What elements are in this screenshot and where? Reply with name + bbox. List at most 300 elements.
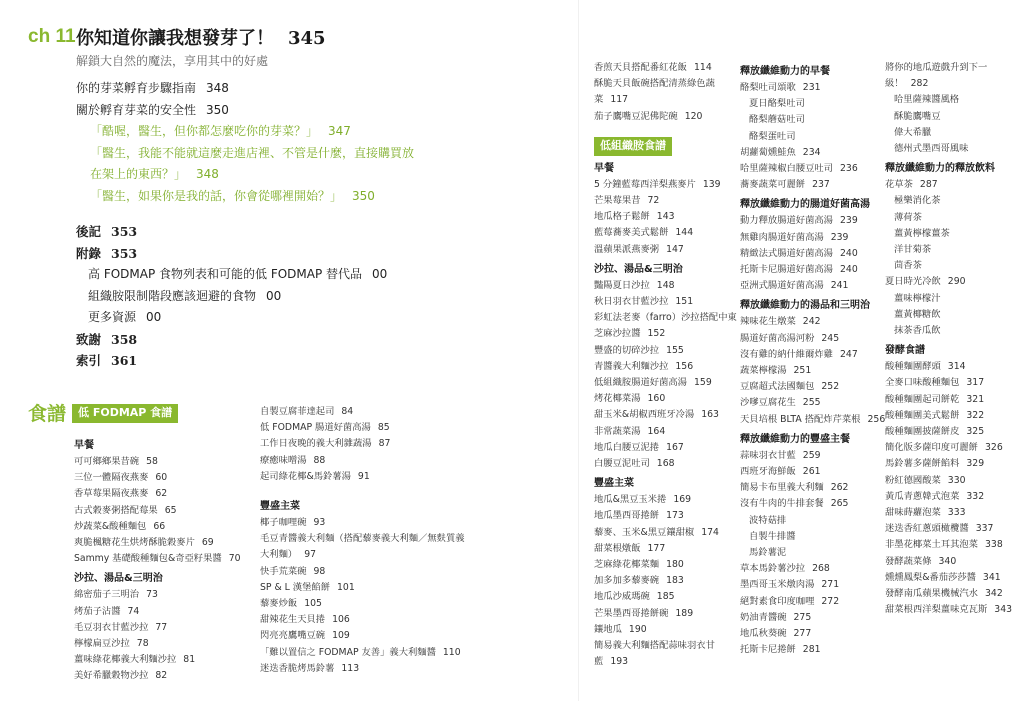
recipe-entry[interactable] bbox=[594, 326, 734, 342]
toc-entry-title: 「醫生，我能不能就這麼走進店裡、不管是什麼，直接購買放 bbox=[90, 145, 415, 160]
recipe-page: 74 bbox=[127, 605, 140, 617]
toc-entry-page: 00 bbox=[146, 310, 162, 324]
recipe-title: 地瓜白腰豆泥捲 bbox=[594, 441, 660, 453]
recipe-page: 317 bbox=[966, 377, 985, 389]
recipe-entry[interactable] bbox=[740, 145, 880, 161]
recipe-page: 70 bbox=[228, 553, 241, 565]
recipe-page: 62 bbox=[155, 488, 168, 500]
recipe-page: 239 bbox=[839, 215, 858, 227]
recipe-title: 草本馬鈴薯沙拉 bbox=[740, 563, 806, 575]
recipe-entry[interactable] bbox=[740, 529, 880, 545]
recipe-entry[interactable] bbox=[594, 525, 734, 541]
recipe-title: 5 分鐘藍莓西洋梨燕麥片 bbox=[594, 178, 696, 190]
recipe-entry[interactable] bbox=[885, 424, 1015, 440]
recipe-title: 甜味蒔蘿泡菜 bbox=[885, 507, 941, 519]
index-column-2 bbox=[260, 404, 465, 677]
section-heading: 豐盛主菜 bbox=[594, 478, 634, 490]
recipe-entry[interactable] bbox=[594, 492, 734, 508]
recipe-title: 哈里薩辣椒白腰豆吐司 bbox=[740, 163, 833, 175]
recipe-title: 酪梨蘑菇吐司 bbox=[749, 114, 805, 126]
recipe-title: 地瓜沙威瑪碗 bbox=[594, 591, 650, 603]
recipe-entry[interactable] bbox=[74, 652, 244, 668]
recipe-entry[interactable] bbox=[594, 440, 734, 456]
recipe-entry[interactable] bbox=[594, 654, 734, 670]
recipe-title: 德州式墨西哥風味 bbox=[894, 143, 969, 155]
recipe-entry[interactable] bbox=[740, 129, 880, 145]
toc-entry[interactable] bbox=[76, 243, 436, 265]
recipe-title: 沒有雞的納什維爾炸雞 bbox=[740, 348, 833, 360]
recipe-entry[interactable] bbox=[885, 602, 1015, 618]
recipe-page: 101 bbox=[337, 581, 355, 593]
recipe-title: 亞洲式腸道好菌高湯 bbox=[740, 280, 824, 292]
recipe-page: 338 bbox=[984, 539, 1003, 551]
recipe-entry[interactable] bbox=[885, 307, 1015, 323]
recipe-entry[interactable] bbox=[260, 580, 460, 596]
recipe-page: 272 bbox=[821, 595, 840, 607]
recipe-title: 蔬菜檸檬湯 bbox=[740, 365, 787, 377]
toc-entry[interactable] bbox=[76, 221, 436, 243]
recipe-page: 287 bbox=[919, 179, 938, 191]
recipe-entry[interactable] bbox=[740, 395, 880, 411]
section-heading: 釋放纖維動力的腸道好菌高湯 bbox=[740, 199, 870, 211]
recipe-entry[interactable] bbox=[885, 109, 1015, 125]
recipe-entry[interactable] bbox=[740, 464, 880, 480]
toc-entry-page: 347 bbox=[328, 124, 351, 138]
recipe-page: 77 bbox=[155, 621, 168, 633]
recipe-entry[interactable] bbox=[885, 359, 1015, 375]
section-heading: 沙拉、湯品&三明治 bbox=[74, 573, 163, 585]
toc-entry-title: 關於孵育芽菜的安全性 bbox=[76, 102, 197, 117]
recipe-title: 藜麥炒飯 bbox=[260, 598, 298, 610]
recipe-title: 絕對素食印度咖哩 bbox=[740, 595, 815, 607]
recipe-entry[interactable] bbox=[740, 112, 880, 128]
recipe-entry[interactable] bbox=[594, 294, 734, 310]
recipe-page: 271 bbox=[821, 579, 840, 591]
recipe-entry[interactable] bbox=[594, 193, 734, 209]
recipe-entry[interactable] bbox=[740, 96, 880, 112]
recipe-page: 247 bbox=[839, 348, 858, 360]
recipe-page: 332 bbox=[966, 490, 985, 502]
recipe-entry[interactable] bbox=[740, 496, 880, 512]
recipe-entry[interactable] bbox=[260, 469, 460, 485]
recipe-entry[interactable] bbox=[594, 278, 734, 294]
recipe-title: 豆腐超式法國麵包 bbox=[740, 381, 815, 393]
toc-entry-page: 00 bbox=[372, 267, 388, 281]
recipe-entry[interactable] bbox=[885, 375, 1015, 391]
recipe-page: 58 bbox=[146, 456, 158, 467]
recipe-title: 彩虹法老麥（farro）沙拉搭配中東 bbox=[594, 312, 737, 324]
recipe-title: 大利麵） bbox=[260, 549, 298, 561]
toc-entry[interactable] bbox=[76, 350, 436, 372]
recipe-title: 快手荒菜碗 bbox=[260, 565, 307, 577]
recipe-page: 105 bbox=[304, 598, 322, 610]
toc-gap bbox=[76, 207, 436, 221]
recipe-title: 非常蔬菜湯 bbox=[594, 425, 641, 437]
recipe-title: 芒果墨西哥捲餅碗 bbox=[594, 607, 669, 619]
toc-entry[interactable] bbox=[76, 164, 436, 186]
recipe-title: 薑黃椰糖飲 bbox=[894, 308, 941, 320]
recipe-entry[interactable] bbox=[594, 622, 734, 638]
recipe-entry[interactable] bbox=[594, 359, 734, 375]
recipe-entry[interactable] bbox=[594, 508, 734, 524]
recipe-entry[interactable] bbox=[260, 645, 460, 661]
recipe-page: 97 bbox=[304, 549, 317, 561]
recipe-page: 65 bbox=[164, 504, 177, 516]
recipe-page: 268 bbox=[812, 563, 830, 575]
recipe-entry[interactable] bbox=[594, 573, 734, 589]
toc-entry-page: 353 bbox=[111, 245, 138, 261]
recipe-entry[interactable] bbox=[74, 535, 244, 551]
recipe-page: 262 bbox=[830, 482, 849, 494]
recipe-entry[interactable] bbox=[885, 226, 1015, 242]
index-column-4 bbox=[740, 60, 886, 659]
recipe-entry[interactable] bbox=[594, 92, 734, 108]
recipe-entry[interactable] bbox=[594, 242, 734, 258]
recipe-title: 起司綠花椰&馬鈴薯湯 bbox=[260, 470, 351, 482]
toc-list bbox=[76, 78, 436, 372]
recipe-page: 340 bbox=[938, 555, 957, 567]
recipe-title: 檸檬扁豆沙拉 bbox=[74, 638, 130, 650]
recipe-title: 烤花椰菜湯 bbox=[594, 393, 641, 405]
recipe-title: SP & L 漢堡餡餅 bbox=[260, 581, 330, 593]
recipe-entry[interactable] bbox=[885, 141, 1015, 157]
recipe-entry[interactable] bbox=[885, 537, 1015, 553]
section-heading: 釋放纖維動力的豐盛主餐 bbox=[740, 433, 850, 445]
recipe-title: 西班牙海鮮飯 bbox=[740, 466, 796, 478]
recipe-entry[interactable] bbox=[594, 60, 734, 76]
recipe-page: 93 bbox=[313, 517, 326, 529]
recipe-page: 177 bbox=[647, 542, 666, 554]
recipe-entry[interactable] bbox=[594, 177, 734, 193]
recipe-page: 252 bbox=[821, 381, 840, 393]
recipe-page: 174 bbox=[701, 526, 719, 538]
recipe-title: 墨西哥玉米燉肉湯 bbox=[740, 579, 815, 591]
recipe-entry[interactable] bbox=[740, 314, 880, 330]
recipe-page: 342 bbox=[984, 588, 1003, 600]
toc-entry-page: 350 bbox=[206, 102, 229, 117]
toc-entry[interactable] bbox=[76, 286, 436, 308]
chapter-title bbox=[76, 24, 326, 50]
recipe-entry[interactable] bbox=[260, 596, 460, 612]
recipe-entry[interactable] bbox=[740, 363, 880, 379]
recipe-entry[interactable] bbox=[260, 436, 460, 452]
chapter-page: 345 bbox=[288, 28, 326, 49]
recipe-entry[interactable] bbox=[885, 258, 1015, 274]
recipe-page: 109 bbox=[332, 630, 350, 642]
recipe-entry[interactable] bbox=[740, 331, 880, 347]
recipe-entry[interactable] bbox=[594, 589, 734, 605]
toc-entry-page: 358 bbox=[111, 331, 138, 347]
recipe-entry[interactable] bbox=[885, 323, 1015, 339]
section-heading: 早餐 bbox=[74, 440, 94, 451]
recipe-entry[interactable] bbox=[594, 375, 734, 391]
toc-entry-title: 後記 bbox=[76, 224, 102, 239]
recipe-entry[interactable] bbox=[740, 213, 880, 229]
recipe-entry[interactable] bbox=[594, 606, 734, 622]
recipe-entry[interactable] bbox=[74, 519, 244, 535]
recipe-page: 169 bbox=[673, 494, 692, 506]
recipe-title: 爽脆楓糖花生烘烤酥脆穀麥片 bbox=[74, 537, 195, 549]
recipe-entry[interactable] bbox=[885, 242, 1015, 258]
chapter-label: ch 11 bbox=[28, 26, 76, 47]
recipe-title: 炒蔬菜&酸種麵包 bbox=[74, 520, 147, 532]
toc-entry-title: 「酷喔，醫生，但你都怎麼吃你的芽菜？」 bbox=[90, 124, 319, 138]
recipe-entry[interactable] bbox=[885, 125, 1015, 141]
toc-entry[interactable] bbox=[76, 100, 436, 122]
recipe-page: 255 bbox=[802, 397, 821, 409]
recipe-entry[interactable] bbox=[885, 473, 1015, 489]
recipe-page: 321 bbox=[966, 393, 985, 405]
section-heading: 豐盛主菜 bbox=[260, 501, 300, 513]
recipe-entry[interactable] bbox=[594, 310, 737, 326]
recipe-title: 加多加多藜麥碗 bbox=[594, 575, 660, 587]
toc-entry-title: 在架上的東西？」 bbox=[90, 167, 187, 181]
chapter-title-text: 你知道你讓我想發芽了！ bbox=[76, 28, 274, 49]
toc-entry[interactable] bbox=[76, 264, 436, 286]
toc-entry-title: 致謝 bbox=[76, 331, 102, 347]
recipe-page: 333 bbox=[947, 507, 966, 519]
recipe-title: 療癒味噌湯 bbox=[260, 454, 307, 466]
recipe-entry[interactable] bbox=[260, 404, 460, 420]
recipe-title: 溫蘋果派燕麥粥 bbox=[594, 243, 660, 255]
recipe-title: 甜辣花生天貝捲 bbox=[260, 614, 326, 626]
recipe-title: 毛豆羽衣甘藍沙拉 bbox=[74, 621, 149, 633]
toc-entry-title: 你的芽菜孵育步驟指南 bbox=[76, 81, 197, 95]
recipe-entry[interactable] bbox=[594, 407, 734, 423]
recipe-title: 地瓜秋葵碗 bbox=[740, 628, 787, 640]
recipe-entry[interactable] bbox=[740, 379, 880, 395]
recipe-entry[interactable] bbox=[740, 577, 880, 593]
recipe-page: 185 bbox=[656, 591, 675, 603]
recipe-page: 69 bbox=[201, 537, 214, 549]
recipe-entry[interactable] bbox=[885, 392, 1015, 408]
recipe-title: 燻燻鳳梨&番茄莎莎醬 bbox=[885, 571, 976, 583]
recipe-entry[interactable] bbox=[74, 503, 244, 519]
recipe-entry[interactable] bbox=[885, 210, 1015, 226]
recipe-page: 163 bbox=[701, 409, 719, 421]
recipe-entry[interactable] bbox=[885, 586, 1015, 602]
recipe-page: 139 bbox=[702, 178, 721, 190]
recipe-entry[interactable] bbox=[885, 60, 1015, 76]
recipe-entry[interactable] bbox=[885, 76, 1015, 92]
section-heading: 釋放纖維動力的湯品和三明治 bbox=[740, 300, 870, 312]
recipe-entry[interactable] bbox=[260, 547, 460, 563]
recipe-entry[interactable] bbox=[594, 638, 734, 654]
recipe-page: 147 bbox=[666, 243, 684, 255]
recipe-page: 290 bbox=[947, 276, 966, 288]
recipe-entry[interactable] bbox=[260, 515, 460, 531]
recipe-entry[interactable] bbox=[740, 610, 880, 626]
recipe-entry[interactable] bbox=[260, 453, 460, 469]
recipe-page: 84 bbox=[341, 406, 354, 417]
recipe-entry[interactable] bbox=[594, 456, 734, 472]
recipe-title: 簡易義大利麵搭配蒜味羽衣甘 bbox=[594, 640, 715, 652]
recipe-title: 蒜味羽衣甘藍 bbox=[740, 449, 796, 461]
recipe-entry[interactable] bbox=[260, 628, 460, 644]
chapter-subtitle: 解鎖大自然的魔法，享用其中的好處 bbox=[76, 54, 269, 68]
recipe-entry[interactable] bbox=[885, 408, 1015, 424]
recipe-title: 薑味綠花椰義大利麵沙拉 bbox=[74, 654, 177, 666]
recipe-entry[interactable] bbox=[260, 531, 465, 547]
section-heading: 釋放纖維動力的釋放飲料 bbox=[885, 163, 995, 175]
recipe-title: 甜菜根西洋梨薑味克瓦斯 bbox=[885, 604, 988, 616]
recipe-title: 天貝培根 BLTA 搭配炸芹菜根 bbox=[740, 413, 861, 425]
recipe-title: 酪梨蛋吐司 bbox=[749, 130, 796, 142]
recipe-entry[interactable] bbox=[740, 545, 880, 561]
recipe-entry[interactable] bbox=[740, 480, 880, 496]
toc-entry[interactable] bbox=[76, 186, 436, 208]
recipe-page: 330 bbox=[947, 474, 966, 486]
recipe-title: 自製牛排醬 bbox=[749, 530, 796, 542]
section-heading: 發酵食譜 bbox=[885, 345, 925, 357]
recipe-entry[interactable] bbox=[740, 594, 880, 610]
recipe-page: 325 bbox=[966, 426, 985, 438]
recipe-entry[interactable] bbox=[740, 278, 880, 294]
recipe-title: 豐盛的切碎沙拉 bbox=[594, 344, 660, 356]
recipe-page: 82 bbox=[155, 670, 168, 682]
recipe-entry[interactable] bbox=[740, 246, 880, 262]
recipe-page: 251 bbox=[793, 365, 812, 377]
recipe-entry[interactable] bbox=[740, 561, 880, 577]
recipe-title: 抹茶香瓜飲 bbox=[894, 325, 941, 337]
recipe-title: 發酵南瓜蘋果機械汽水 bbox=[885, 588, 978, 600]
recipe-title: 酸種麵團酵頭 bbox=[885, 361, 941, 373]
toc-entry-title: 「醫生，如果你是我的話，你會從哪裡開始？」 bbox=[90, 188, 343, 203]
toc-entry-title: 附錄 bbox=[76, 245, 102, 261]
recipe-title: 豔陽夏日沙拉 bbox=[594, 279, 650, 291]
recipe-page: 87 bbox=[378, 438, 391, 450]
recipe-entry[interactable] bbox=[885, 554, 1015, 570]
recipe-entry[interactable] bbox=[740, 347, 880, 363]
recipe-title: 全麥口味酸種麵包 bbox=[885, 377, 960, 389]
recipe-entry[interactable] bbox=[594, 209, 734, 225]
toc-entry[interactable] bbox=[76, 78, 436, 100]
recipe-entry[interactable] bbox=[885, 193, 1015, 209]
toc-entry-page: 353 bbox=[111, 224, 138, 239]
recipe-entry[interactable] bbox=[74, 668, 244, 684]
recipe-entry[interactable] bbox=[740, 177, 880, 193]
recipe-page: 240 bbox=[839, 247, 858, 259]
recipe-page: 73 bbox=[146, 589, 158, 601]
section-heading: 早餐 bbox=[594, 162, 614, 174]
recipe-page: 231 bbox=[802, 82, 821, 93]
recipe-entry[interactable] bbox=[74, 454, 244, 470]
recipe-title: 茄子鷹嘴豆泥佛陀碗 bbox=[594, 110, 678, 122]
recipe-entry[interactable] bbox=[740, 412, 886, 428]
recipe-title: 粉紅德國酸菜 bbox=[885, 474, 941, 486]
recipe-entry[interactable] bbox=[885, 489, 1015, 505]
recipe-title: 酸種麵團披薩餅皮 bbox=[885, 426, 960, 438]
recipe-entry[interactable] bbox=[74, 470, 244, 486]
recipe-entry[interactable] bbox=[885, 440, 1015, 456]
recipe-entry[interactable] bbox=[885, 521, 1015, 537]
recipe-entry[interactable] bbox=[885, 92, 1015, 108]
recipe-page: 281 bbox=[802, 644, 821, 656]
recipe-title: 腸道好菌高湯河粉 bbox=[740, 332, 815, 344]
recipe-entry[interactable] bbox=[740, 626, 880, 642]
recipe-title: 黃瓜青蔥韓式泡菜 bbox=[885, 490, 960, 502]
recipe-title: 酸種麵團起司餅乾 bbox=[885, 393, 960, 405]
recipe-page: 81 bbox=[183, 654, 196, 666]
recipe-entry[interactable] bbox=[740, 262, 880, 278]
recipe-page: 167 bbox=[666, 441, 684, 453]
toc-entry[interactable] bbox=[76, 143, 436, 165]
recipe-page: 236 bbox=[839, 163, 858, 175]
recipe-entry[interactable] bbox=[260, 420, 460, 436]
recipe-entry[interactable] bbox=[740, 161, 880, 177]
recipe-title: 菜 bbox=[594, 94, 604, 106]
recipe-entry[interactable] bbox=[594, 76, 734, 92]
recipe-entry[interactable] bbox=[885, 505, 1015, 521]
recipe-title: 哈里薩辣醬風格 bbox=[894, 94, 960, 106]
recipe-page: 190 bbox=[628, 623, 647, 635]
recipe-title: 馬鈴薯多薩餅餡料 bbox=[885, 458, 960, 470]
recipe-entry[interactable] bbox=[260, 661, 460, 677]
toc-entry[interactable] bbox=[76, 329, 436, 351]
toc-entry[interactable] bbox=[76, 121, 436, 143]
recipe-page: 173 bbox=[666, 510, 684, 522]
recipe-entry[interactable] bbox=[260, 612, 460, 628]
recipe-entry[interactable] bbox=[594, 424, 734, 440]
recipe-page: 322 bbox=[966, 409, 985, 421]
recipe-entry[interactable] bbox=[885, 177, 1015, 193]
recipe-title: 辣味花生燉菜 bbox=[740, 316, 796, 328]
recipe-title: 將你的地瓜遊戲升到下一 bbox=[885, 62, 988, 73]
recipe-page: 183 bbox=[666, 575, 684, 587]
recipe-entry[interactable] bbox=[74, 620, 244, 636]
recipe-page: 275 bbox=[793, 611, 812, 623]
recipe-entry[interactable] bbox=[594, 541, 734, 557]
recipe-entry[interactable] bbox=[740, 80, 880, 96]
recipe-entry[interactable] bbox=[594, 343, 734, 359]
recipe-title: 工作日夜晚的義大利雜蔬湯 bbox=[260, 438, 372, 450]
recipe-entry[interactable] bbox=[74, 551, 244, 567]
recipe-entry[interactable] bbox=[885, 291, 1015, 307]
recipe-page: 242 bbox=[802, 316, 821, 328]
recipe-page: 189 bbox=[675, 607, 694, 619]
recipe-entry[interactable] bbox=[74, 604, 244, 620]
recipe-entry[interactable] bbox=[74, 636, 244, 652]
index-column-1 bbox=[74, 434, 244, 685]
recipe-entry[interactable] bbox=[885, 570, 1015, 586]
recipe-title: 夏日酪梨吐司 bbox=[749, 98, 805, 110]
recipe-page: 151 bbox=[675, 296, 694, 308]
recipe-page: 152 bbox=[647, 328, 666, 340]
recipe-entry[interactable] bbox=[594, 109, 734, 125]
recipe-entry[interactable] bbox=[260, 564, 460, 580]
recipe-entry[interactable] bbox=[594, 225, 734, 241]
recipe-entry[interactable] bbox=[74, 587, 244, 603]
recipe-title: 馬鈴薯泥 bbox=[749, 547, 787, 559]
recipe-title: 蕎麥蔬菜可麗餅 bbox=[740, 179, 806, 191]
recipe-entry[interactable] bbox=[740, 642, 880, 658]
recipe-entry[interactable] bbox=[885, 274, 1015, 290]
recipe-entry[interactable] bbox=[885, 456, 1015, 472]
toc-entry[interactable] bbox=[76, 307, 436, 329]
section-heading: 釋放纖維動力的早餐 bbox=[740, 66, 830, 77]
recipe-entry[interactable] bbox=[740, 230, 880, 246]
recipe-entry[interactable] bbox=[740, 513, 880, 529]
recipe-entry[interactable] bbox=[74, 486, 244, 502]
recipe-entry[interactable] bbox=[594, 391, 734, 407]
recipe-title: 低 FODMAP 腸道好菌高湯 bbox=[260, 422, 371, 434]
recipe-entry[interactable] bbox=[594, 557, 734, 573]
recipe-page: 240 bbox=[839, 264, 858, 276]
recipe-page: 156 bbox=[675, 360, 694, 372]
recipe-title: 低組織胺腸道好菌高湯 bbox=[594, 377, 687, 389]
recipe-title: 洋甘菊茶 bbox=[894, 244, 932, 256]
recipe-entry[interactable] bbox=[740, 448, 880, 464]
